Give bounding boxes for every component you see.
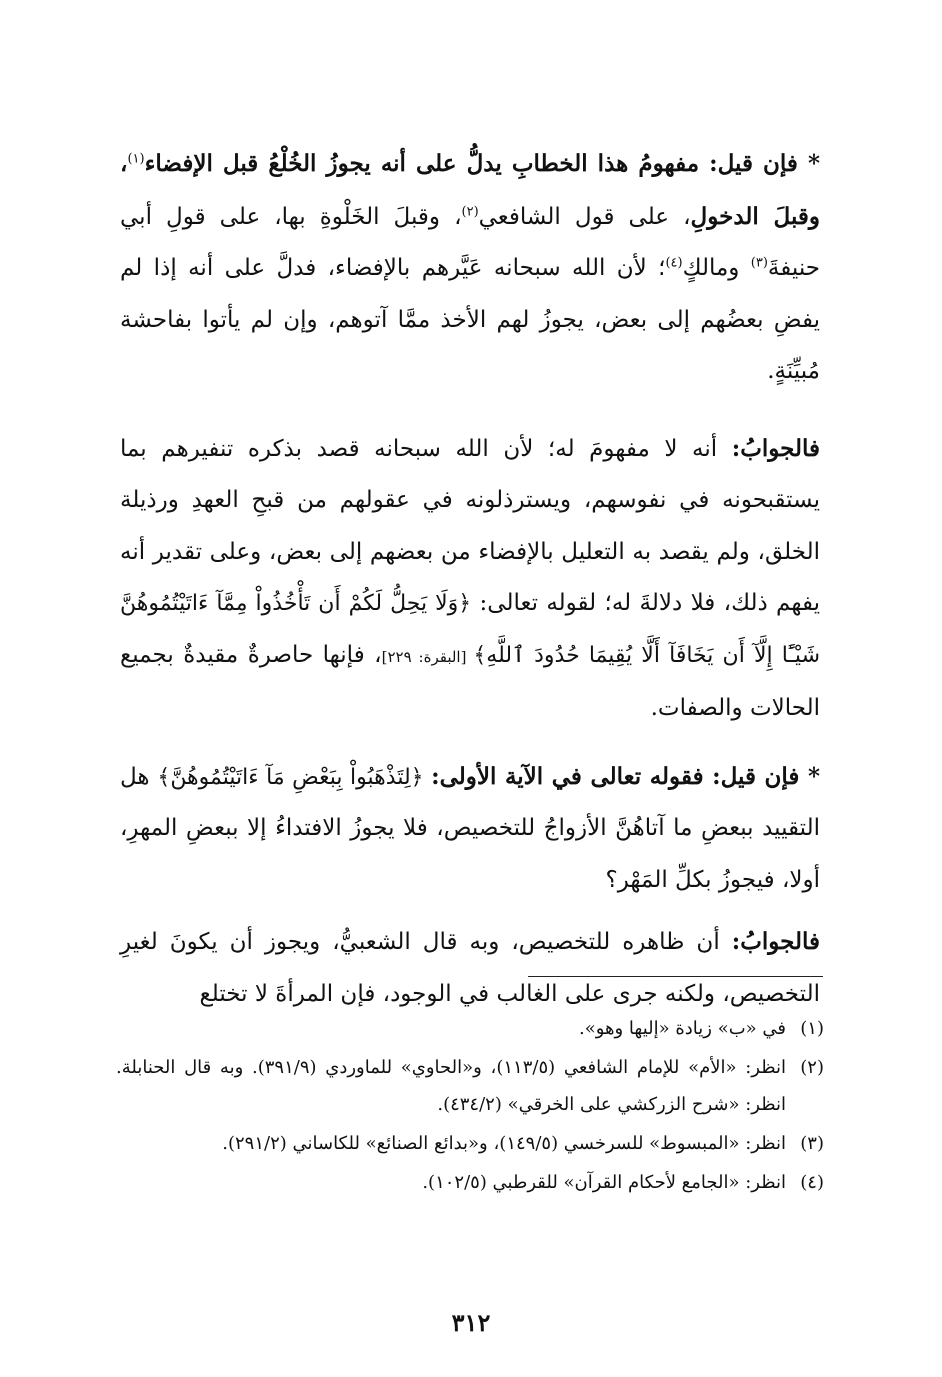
footnote-item: [116, 1010, 824, 1047]
question-lead: * فإن قيل: فقوله تعالى في الآية الأولى:: [431, 762, 821, 790]
paragraph-question-2: [120, 751, 820, 907]
text-run: ، فإنها حاصرةٌ مقيدةٌ بجميع الحالات والصفات.: [120, 641, 820, 721]
footnote-item: [116, 1125, 824, 1162]
footnote-divider: [528, 976, 823, 977]
footnotes: [116, 1010, 824, 1203]
footnote-text: في «ب» زيادة «إليها وهو».: [578, 1018, 786, 1039]
quran-verse: ﴿لِتَذْهَبُواْ بِبَعْضِ مَآ ءَاتَيْتُمُوهُنَّ﴾: [157, 764, 432, 790]
main-text: [120, 138, 820, 1020]
paragraph-answer-2: [120, 916, 820, 1020]
text-run: أنه لا مفهومَ له؛ لأن الله سبحانه قصد بذكره تنفيرهم بما يستقبحونه في نفوسهم، ويسترذلونه في عقولهم من قبحِ العهدِ ورذيلة الخلق، ولم يقصد به التعليل بالإفضاء من بعضهم إلى بعض، وعلى تقدير أنه يفهم ذلك، فلا دلالةَ له؛ لقوله تعالى:: [120, 435, 820, 616]
footnote-text: انظر: «المبسوط» للسرخسي (١٤٩/٥)، و«بدائع الصنائع» للكاساني (٢٩١/٢).: [222, 1133, 786, 1154]
footnote-ref: (١): [127, 151, 145, 167]
footnote-ref: (٣): [750, 255, 768, 271]
footnote-number: (٢): [800, 1057, 824, 1078]
footnote-number: (١): [800, 1018, 824, 1039]
question-lead: * فإن قيل: مفهومُ هذا الخطابِ يدلُّ على أنه يجوزُ الخُلْعُ قبل الإفضاء: [144, 150, 820, 177]
footnote-ref: (٢): [461, 203, 479, 219]
paragraph-question-1: [120, 138, 820, 398]
footnote-item: [116, 1164, 824, 1201]
text-run: ؛ لأن الله سبحانه عَيَّرهم بالإفضاء، فدلَّ على أنه إذا لم يفضِ بعضُهم إلى بعض، يجوزُ لهم الأخذ ممَّا آتوهم، وإن لم يأتوا بفاحشة مُبيِّنَةٍ.: [120, 255, 820, 384]
text-run: ، على قول الشافعي: [478, 203, 691, 230]
verse-reference: [البقرة: ٢٢٩]: [381, 647, 474, 666]
footnote-number: (٣): [800, 1133, 824, 1154]
text-run: ، وقبلَ الخَلْوةِ بها، على قولِ أبي حنيفةَ: [120, 203, 820, 281]
footnote-item: [116, 1049, 824, 1123]
text-run: أن ظاهره للتخصيص، وبه قال الشعبيُّ، ويجوز أن يكونَ لغيرِ التخصيص، ولكنه جرى على الغالب في الوجود، فإن المرأةَ لا تختلع: [120, 929, 820, 1007]
paragraph-answer-1: [120, 423, 820, 735]
bold-phrase: ، وقبلَ الدخولِ: [120, 150, 821, 230]
answer-lead: فالجوابُ:: [731, 928, 820, 955]
page-number: ٣١٢: [451, 1308, 491, 1337]
text-run: هل التقييد ببعضِ ما آتاهُنَّ الأزواجُ للتخصيص، فلا يجوزُ الافتداءُ إلا ببعضِ المهرِ، أولا، فيجوزُ بكلِّ المَهْر؟: [120, 763, 820, 893]
quran-verse: ﴿وَلَا يَحِلُّ لَكُمْ أَن تَأْخُذُواْ مِمَّآ ءَاتَيْتُمُوهُنَّ شَيْـًٔا إِلَّآ أَن يَخَافَآ أَلَّا يُقِيمَا حُدُودَ ٱللَّهِ﴾: [120, 591, 821, 668]
answer-lead: فالجوابُ:: [731, 434, 820, 462]
text-run: ومالكٍ: [682, 255, 751, 281]
footnote-number: (٤): [800, 1172, 824, 1193]
footnote-text: انظر: «الأم» للإمام الشافعي (١١٣/٥)، و«الحاوي» للماوردي (٣٩١/٩). وبه قال الحنابلة. انظر: «شرح الزركشي على الخرقي» (٤٣٤/٢).: [116, 1057, 787, 1115]
footnote-text: انظر: «الجامع لأحكام القرآن» للقرطبي (١٠٢/٥).: [422, 1172, 786, 1193]
footnote-ref: (٤): [665, 255, 683, 271]
